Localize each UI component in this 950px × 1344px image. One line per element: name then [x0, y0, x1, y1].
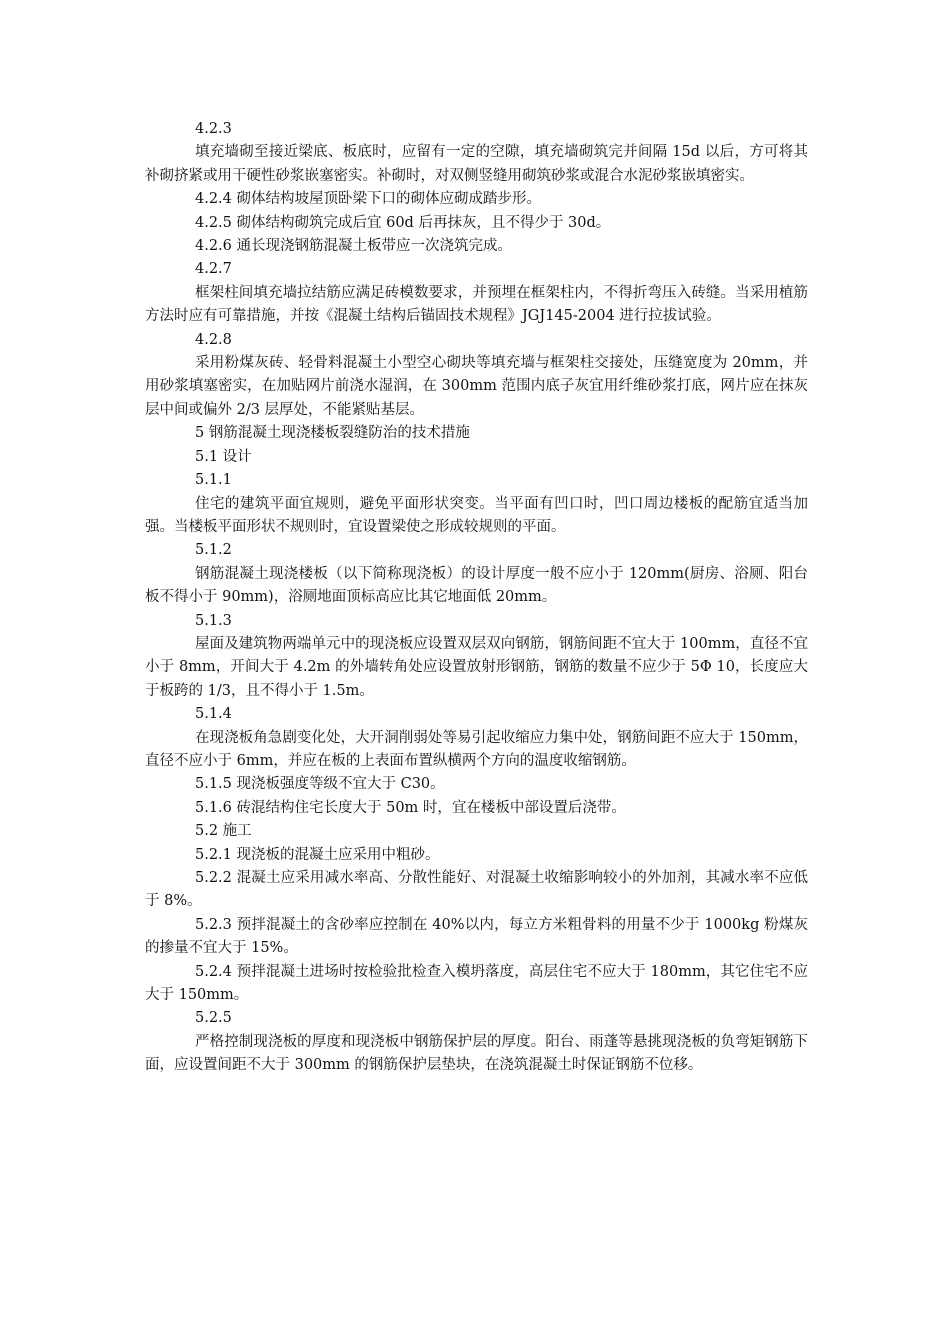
paragraph-5-1-4-body: 在现浇板角急剧变化处，大开洞削弱处等易引起收缩应力集中处，钢筋间距不应大于 150mm，直径不应小于 6mm，并应在板的上表面布置纵横两个方向的温度收缩钢筋。 [145, 729, 808, 769]
paragraph-4-2-4: 4.2.4 砌体结构坡屋顶卧梁下口的砌体应砌成踏步形。 [195, 191, 542, 208]
paragraph-4-2-6: 4.2.6 通长现浇钢筋混凝土板带应一次浇筑完成。 [195, 238, 513, 255]
section-heading-5-1-4: 5.1.4 [195, 706, 232, 723]
section-heading-5-2-5: 5.2.5 [195, 1010, 232, 1027]
paragraph-5-1-6: 5.1.6 砖混结构住宅长度大于 50m 时，宜在楼板中部设置后浇带。 [195, 799, 626, 816]
paragraph-4-2-3-body: 填充墙砌至接近梁底、板底时，应留有一定的空隙，填充墙砌筑完并间隔 15d 以后，方可将其补砌挤紧或用干硬性砂浆嵌塞密实。补砌时，对双侧竖缝用砌筑砂浆或混合水泥砂浆嵌填密实。 [145, 144, 808, 184]
paragraph-4-2-8-body: 采用粉煤灰砖、轻骨料混凝土小型空心砌块等填充墙与框架柱交接处，压缝宽度为 20mm，并用砂浆填塞密实，在加贴网片前浇水湿润，在 300mm 范围内底子灰宜用纤维砂浆打底，网片应在抹灰层中间或偏外 2/3 层厚处，不能紧贴基层。 [145, 355, 808, 418]
document-body [145, 118, 808, 1078]
paragraph-5-2-5-body: 严格控制现浇板的厚度和现浇板中钢筋保护层的厚度。阳台、雨蓬等悬挑现浇板的负弯矩钢筋下面，应设置间距不大于 300mm 的钢筋保护层垫块，在浇筑混凝土时保证钢筋不位移。 [145, 1033, 808, 1074]
section-heading-5-1: 5.1 设计 [195, 448, 252, 465]
section-heading-5-1-2: 5.1.2 [195, 542, 232, 559]
paragraph-5-2-2: 5.2.2 混凝土应采用减水率高、分散性能好、对混凝土收缩影响较小的外加剂，其减水率不应低于 8%。 [145, 870, 808, 910]
section-heading-4-2-3: 4.2.3 [195, 121, 232, 137]
section-heading-5-2: 5.2 施工 [195, 823, 252, 840]
section-heading-5-1-3: 5.1.3 [195, 612, 232, 629]
section-heading-4-2-7: 4.2.7 [195, 261, 232, 278]
paragraph-5-1-3-body: 屋面及建筑物两端单元中的现浇板应设置双层双向钢筋，钢筋间距不宜大于 100mm，直径不宜小于 8mm，开间大于 4.2m 的外墙转角处应设置放射形钢筋，钢筋的数量不应少于 5Φ 10，长度应大于板跨的 1/3，且不得小于 1.5m。 [145, 635, 808, 699]
chapter-heading-5: 5 钢筋混凝土现浇楼板裂缝防治的技术措施 [195, 425, 470, 442]
section-heading-4-2-8: 4.2.8 [195, 331, 232, 348]
paragraph-5-1-1-body: 住宅的建筑平面宜规则，避免平面形状突变。当平面有凹口时，凹口周边楼板的配筋宜适当加强。当楼板平面形状不规则时，宜设置梁使之形成较规则的平面。 [145, 495, 808, 535]
paragraph-4-2-5: 4.2.5 砌体结构砌筑完成后宜 60d 后再抹灰，且不得少于 30d。 [195, 214, 611, 231]
paragraph-5-2-3: 5.2.3 预拌混凝土的含砂率应控制在 40%以内，每立方米粗骨料的用量不少于 1000kg 粉煤灰的掺量不宜大于 15%。 [145, 916, 808, 957]
paragraph-5-1-2-body: 钢筋混凝土现浇楼板（以下简称现浇板）的设计厚度一般不应小于 120mm(厨房、浴厕、阳台板不得小于 90mm)，浴厕地面顶标高应比其它地面低 20mm。 [145, 565, 808, 606]
paragraph-5-2-4: 5.2.4 预拌混凝土进场时按检验批检查入模坍落度，高层住宅不应大于 180mm，其它住宅不应大于 150mm。 [145, 963, 808, 1004]
paragraph-5-1-5: 5.1.5 现浇板强度等级不宜大于 C30。 [195, 776, 445, 793]
section-heading-5-1-1: 5.1.1 [195, 472, 232, 489]
paragraph-5-2-1: 5.2.1 现浇板的混凝土应采用中粗砂。 [195, 846, 440, 863]
paragraph-4-2-7-body: 框架柱间填充墙拉结筋应满足砖模数要求，并预埋在框架柱内，不得折弯压入砖缝。当采用植筋方法时应有可靠措施，并按《混凝土结构后锚固技术规程》JGJ145-2004 进行拉拔试验。 [145, 284, 808, 325]
